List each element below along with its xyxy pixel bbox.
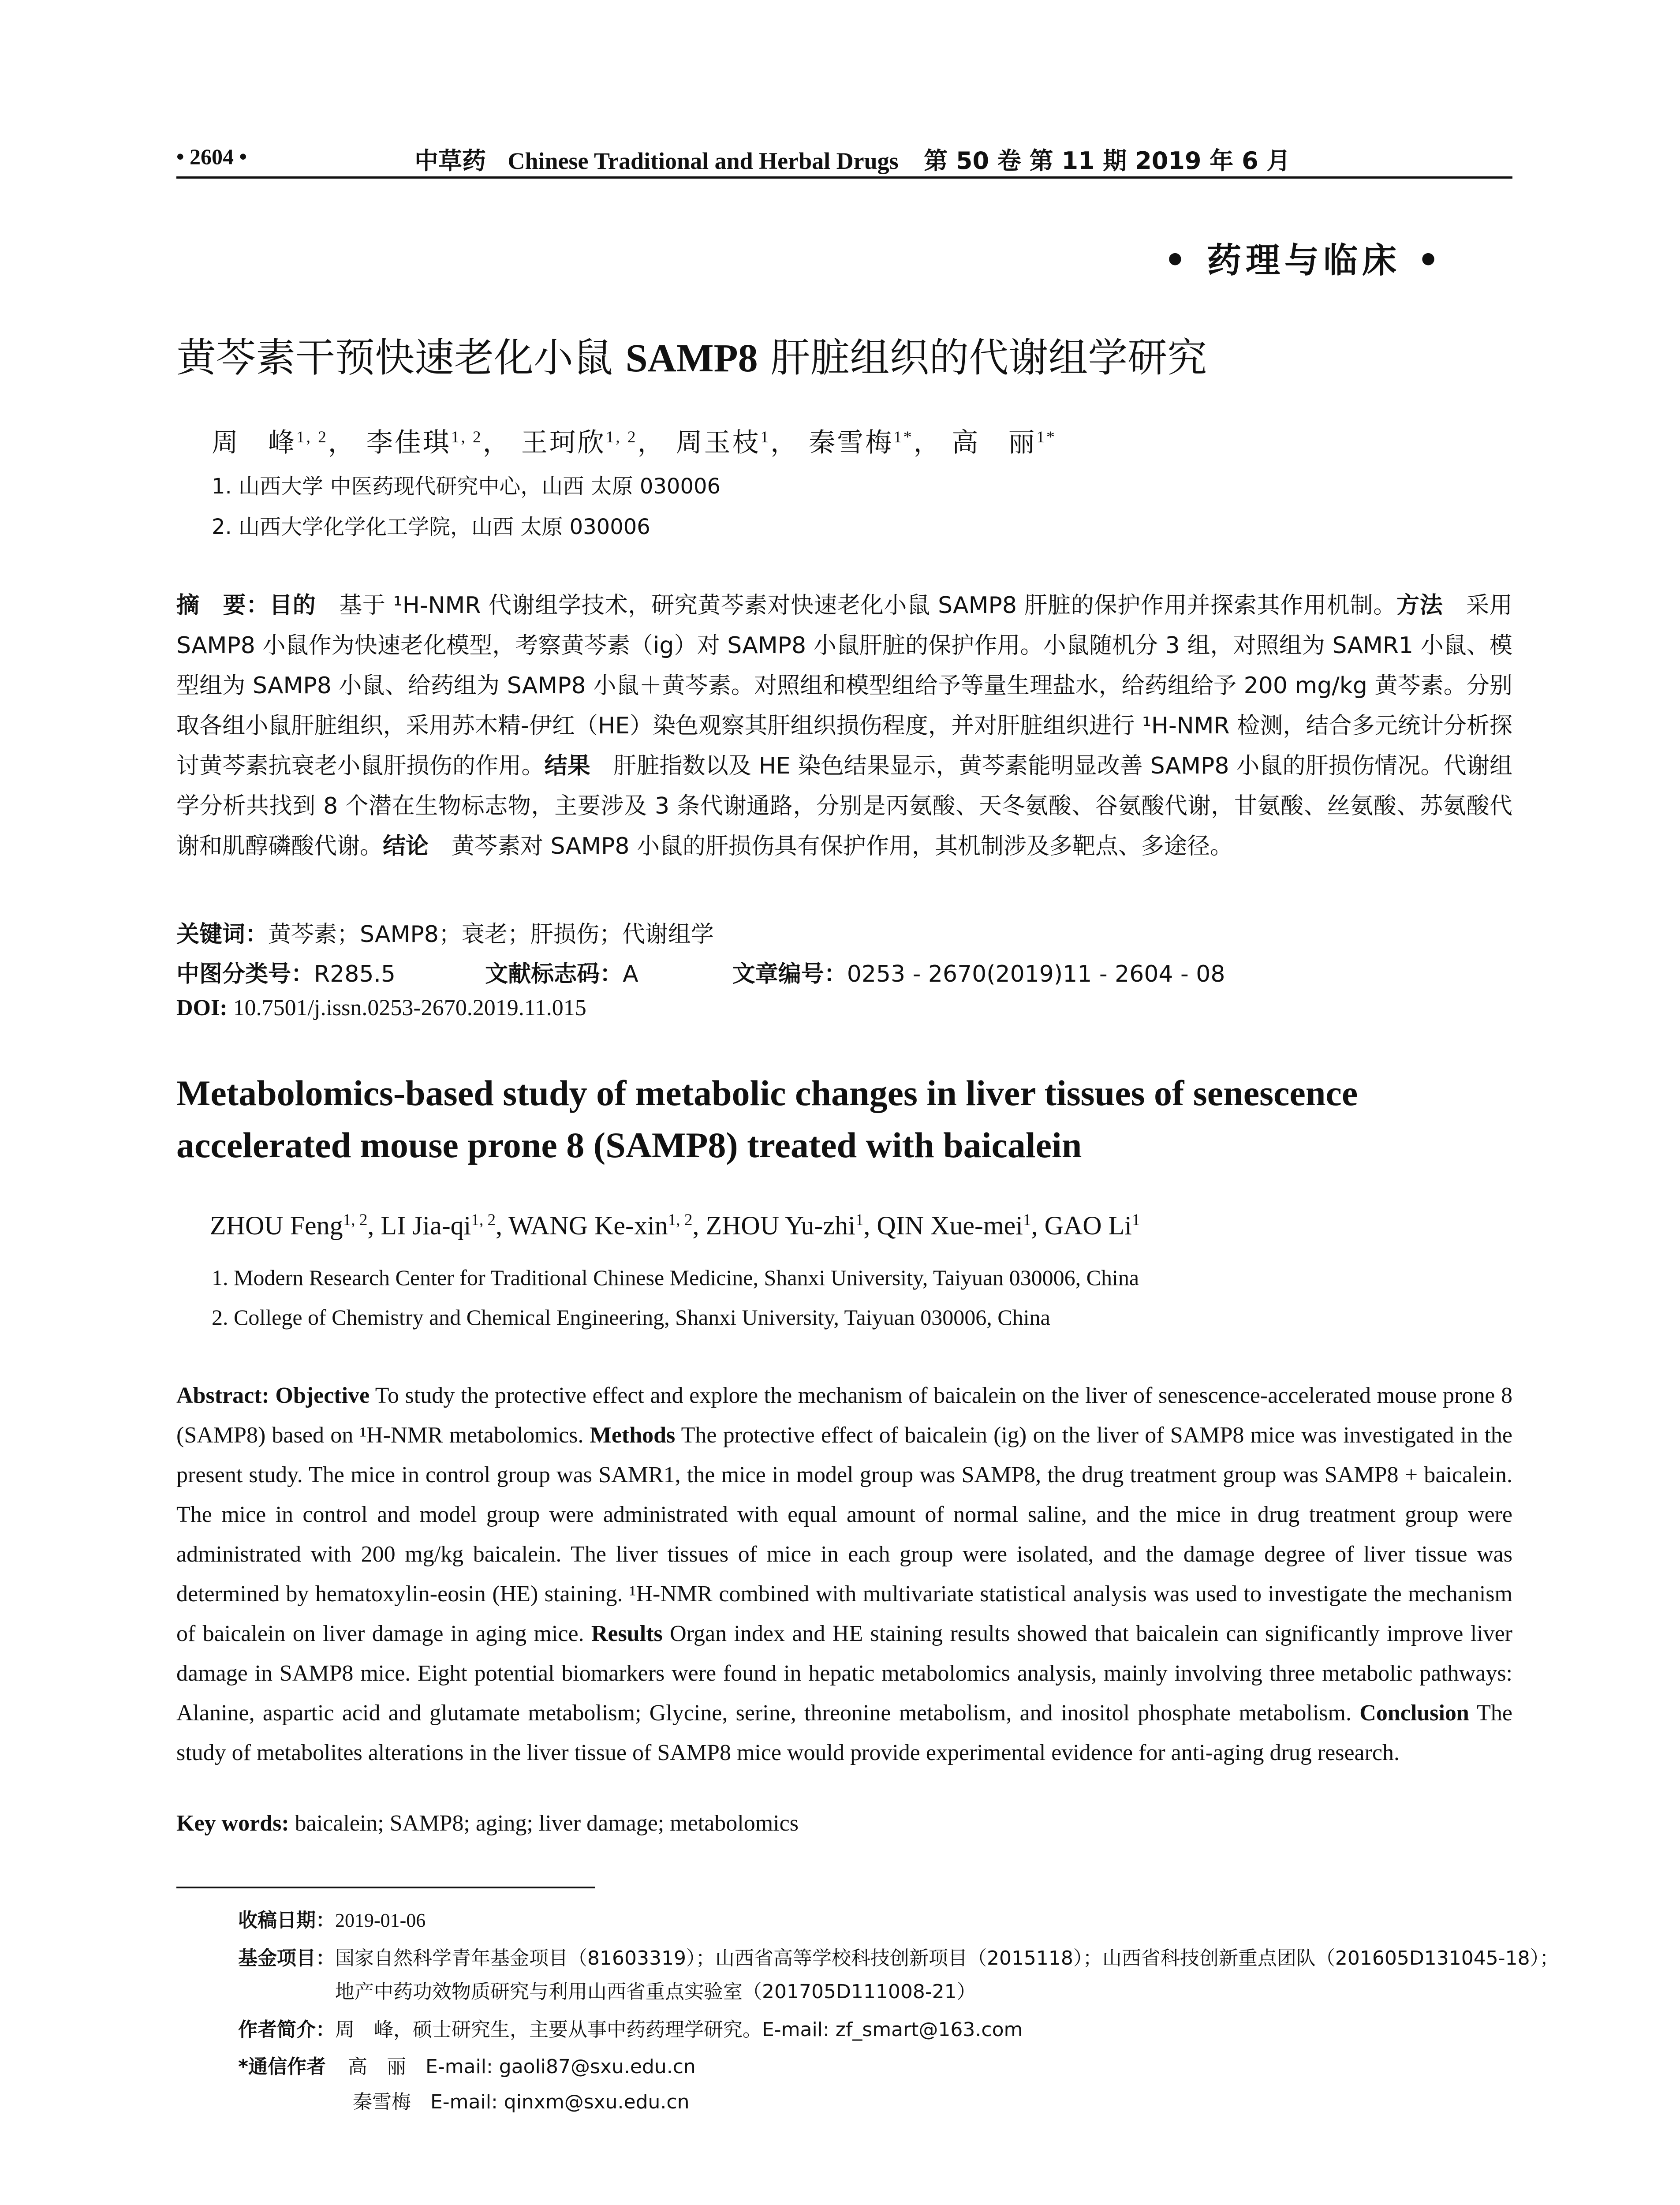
affiliation-cn-1: 1. 山西大学 中医药现代研究中心，山西 太原 030006 — [212, 474, 721, 499]
doi-line — [176, 995, 586, 1021]
results-text-cn: 肝脏指数以及 HE 染色结果显示，黄芩素能明显改善 SAMP8 小鼠的肝损伤情况。代谢组学分析共找到 8 个潜在生物标志物，主要涉及 3 条代谢通路，分别是丙氨酸、天冬氨酸、谷氨酸代谢，甘氨酸、丝氨酸、苏氨酸代谢和肌醇磷酸代谢。 — [176, 753, 1512, 860]
doi-value: 10.7501/j.issn.0253-2670.2019.11.015 — [227, 995, 586, 1020]
objective-text-cn: 基于 ¹H-NMR 代谢组学技术，研究黄芩素对快速老化小鼠 SAMP8 肝脏的保护作用并探索其作用机制。 — [316, 592, 1396, 619]
author-en: ZHOU Yu-zhi$^1$, — [706, 1211, 877, 1240]
affiliation-en-1: 1. Modern Research Center for Traditional Chinese Medicine, Shanxi University, Taiyuan 030006, China — [212, 1265, 1139, 1290]
article-no-label: 文章编号： — [732, 961, 847, 987]
doi-label: DOI: — [176, 995, 228, 1020]
footnote-author: 作者简介：周 峰，硕士研究生，主要从事中药药理学研究。E-mail: zf_smart@163.com — [238, 2018, 1023, 2041]
keywords-en-text: baicalein; SAMP8; aging; liver damage; metabolomics — [289, 1811, 799, 1836]
header-rule — [176, 176, 1512, 179]
doc-code-value: A — [623, 961, 638, 987]
abstract-en — [176, 1376, 1512, 1773]
title-cn — [176, 325, 1207, 383]
conclusion-text-en: The study of metabolites alterations in the liver tissue of SAMP8 mice would provide experimental evidence for anti-aging drug research. — [176, 1700, 1512, 1765]
page-number: • 2604 • — [176, 144, 247, 169]
author-cn: 李佳琪$^{1, 2}$， — [366, 427, 511, 458]
author-cn: 王珂欣$^{1, 2}$， — [521, 427, 666, 458]
objective-text-en: To study the protective effect and explore the mechanism of baicalein on the liver of senescence-accelerated mouse prone 8 (SAMP8) based on ¹H-NMR metabolomics. — [176, 1383, 1512, 1448]
title-cn-part2: SAMP8 — [625, 336, 758, 380]
conclusion-text-cn: 黄芩素对 SAMP8 小鼠的肝损伤具有保护作用，其机制涉及多靶点、多途径。 — [429, 833, 1233, 860]
authors-en — [210, 1211, 1140, 1241]
journal-name-cn: 中草药 — [414, 147, 486, 175]
author-en: GAO Li$^1$ — [1044, 1211, 1140, 1240]
conclusion-label-cn: 结论 — [383, 833, 429, 860]
results-label-en: Results — [591, 1621, 663, 1646]
clc-value: R285.5 — [314, 961, 396, 987]
results-label-cn: 结果 — [544, 753, 590, 779]
keywords-en-label: Key words: — [176, 1811, 289, 1836]
footnote-corresponding-2: 秦雪梅 E-mail: qinxm@sxu.edu.cn — [353, 2091, 690, 2113]
journal-name-en: Chinese Traditional and Herbal Drugs — [508, 148, 899, 174]
conclusion-label-en: Conclusion — [1359, 1700, 1469, 1726]
author-en: QIN Xue-mei$^1$, — [877, 1211, 1045, 1240]
keywords-cn-label: 关键词： — [176, 921, 269, 948]
objective-label-en: Objective — [269, 1383, 370, 1408]
journal-volume: 第 50 卷 第 11 期 2019 年 6 月 — [924, 147, 1291, 175]
running-header — [176, 139, 1512, 179]
section-label: • 药理与临床 • — [1164, 241, 1444, 280]
methods-label-en: Methods — [590, 1423, 676, 1448]
clc-label: 中图分类号： — [176, 961, 314, 987]
keywords-en — [176, 1810, 799, 1836]
methods-text-cn: 采用 SAMP8 小鼠作为快速老化模型，考察黄芩素（ig）对 SAMP8 小鼠肝脏的保护作用。小鼠随机分 3 组，对照组为 SAMR1 小鼠、模型组为 SAMP8 小鼠、给药组为 SAMP8 小鼠＋黄芩素。对照组和模型组给予等量生理盐水，给药组给予 200 mg/kg 黄芩素。分别取各组小鼠肝脏组织，采用苏木精-伊红（HE）染色观察其肝组织损伤程度，并对肝脏组织进行 ¹H-NMR 检测，结合多元统计分析探讨黄芩素抗衰老小鼠肝损伤的作用。 — [176, 592, 1512, 779]
authors-cn — [212, 422, 1057, 460]
classification-line — [176, 955, 1225, 988]
doc-code-label: 文献标志码： — [485, 961, 623, 987]
footnote-received: 收稿日期：2019-01-06 — [238, 1909, 426, 1932]
footnote-corresponding: *通信作者 高 丽 E-mail: gaoli87@sxu.edu.cn — [238, 2056, 696, 2078]
keywords-cn-text: 黄芩素；SAMP8；衰老；肝损伤；代谢组学 — [268, 921, 714, 948]
author-cn: 周 峰$^{1, 2}$， — [212, 427, 356, 458]
article-no-value: 0253 - 2670(2019)11 - 2604 - 08 — [847, 961, 1225, 987]
results-text-en: Organ index and HE staining results showed that baicalein can significantly improve liver damage in SAMP8 mice. Eight potential biomarkers were found in hepatic metabolomics analysis, mainly involving three metabolic pathways: Alanine, aspartic acid and glutamate metabolism; Glycine, serine, threonine metabolism, and inositol phosphate metabolism. — [176, 1621, 1512, 1726]
title-en: Metabolomics-based study of metabolic changes in liver tissues of senescence accelerated mouse prone 8 (SAMP8) treated with baicalein — [176, 1073, 1358, 1165]
keywords-cn — [176, 916, 714, 949]
objective-label-cn: 目的 — [269, 592, 316, 619]
abstract-cn — [176, 586, 1512, 867]
abstract-cn-label: 摘 要： — [176, 592, 269, 619]
author-cn: 周玉枝$^1$， — [676, 427, 799, 458]
journal-line — [414, 142, 1290, 176]
footnote-fund: 基金项目：国家自然科学青年基金项目（81603319）；山西省高等学校科技创新项目（2015118）；山西省科技创新重点团队（201605D131045-18）； — [238, 1947, 1559, 1970]
author-cn: 高 丽$^{1*}$ — [952, 427, 1057, 458]
author-en: WANG Ke-xin$^{1, 2}$, — [508, 1211, 706, 1240]
author-en: ZHOU Feng$^{1, 2}$, — [210, 1211, 381, 1240]
affiliation-en-2: 2. College of Chemistry and Chemical Engineering, Shanxi University, Taiyuan 030006, China — [212, 1305, 1050, 1330]
title-cn-part3: 肝脏组织的代谢组学研究 — [758, 335, 1207, 381]
methods-label-cn: 方法 — [1396, 592, 1443, 619]
methods-text-en: The protective effect of baicalein (ig) on the liver of SAMP8 mice was investigated in the present study. The mice in control group was SAMR1, the mice in model group was SAMP8, the drug treatment group was SAMP8 + baicalein. The mice in control and model group were administrated with equal amount of normal saline, and the mice in drug treatment group were administrated with 200 mg/kg baicalein. The liver tissues of mice in each group were isolated, and the damage degree of liver tissue was determined by hematoxylin-eosin (HE) staining. ¹H-NMR combined with multivariate statistical analysis was used to investigate the mechanism of baicalein on liver damage in aging mice. — [176, 1423, 1513, 1646]
author-cn: 秦雪梅$^{1*}$， — [809, 427, 942, 458]
affiliation-cn-2: 2. 山西大学化学化工学院，山西 太原 030006 — [212, 515, 650, 539]
footnote-fund-cont: 地产中药功效物质研究与利用山西省重点实验室（201705D111008-21） — [335, 1981, 976, 2003]
title-cn-part1: 黄芩素干预快速老化小鼠 — [176, 335, 626, 381]
abstract-en-label: Abstract: — [176, 1383, 269, 1408]
author-en: LI Jia-qi$^{1, 2}$, — [381, 1211, 509, 1240]
footnote-rule — [176, 1887, 595, 1888]
